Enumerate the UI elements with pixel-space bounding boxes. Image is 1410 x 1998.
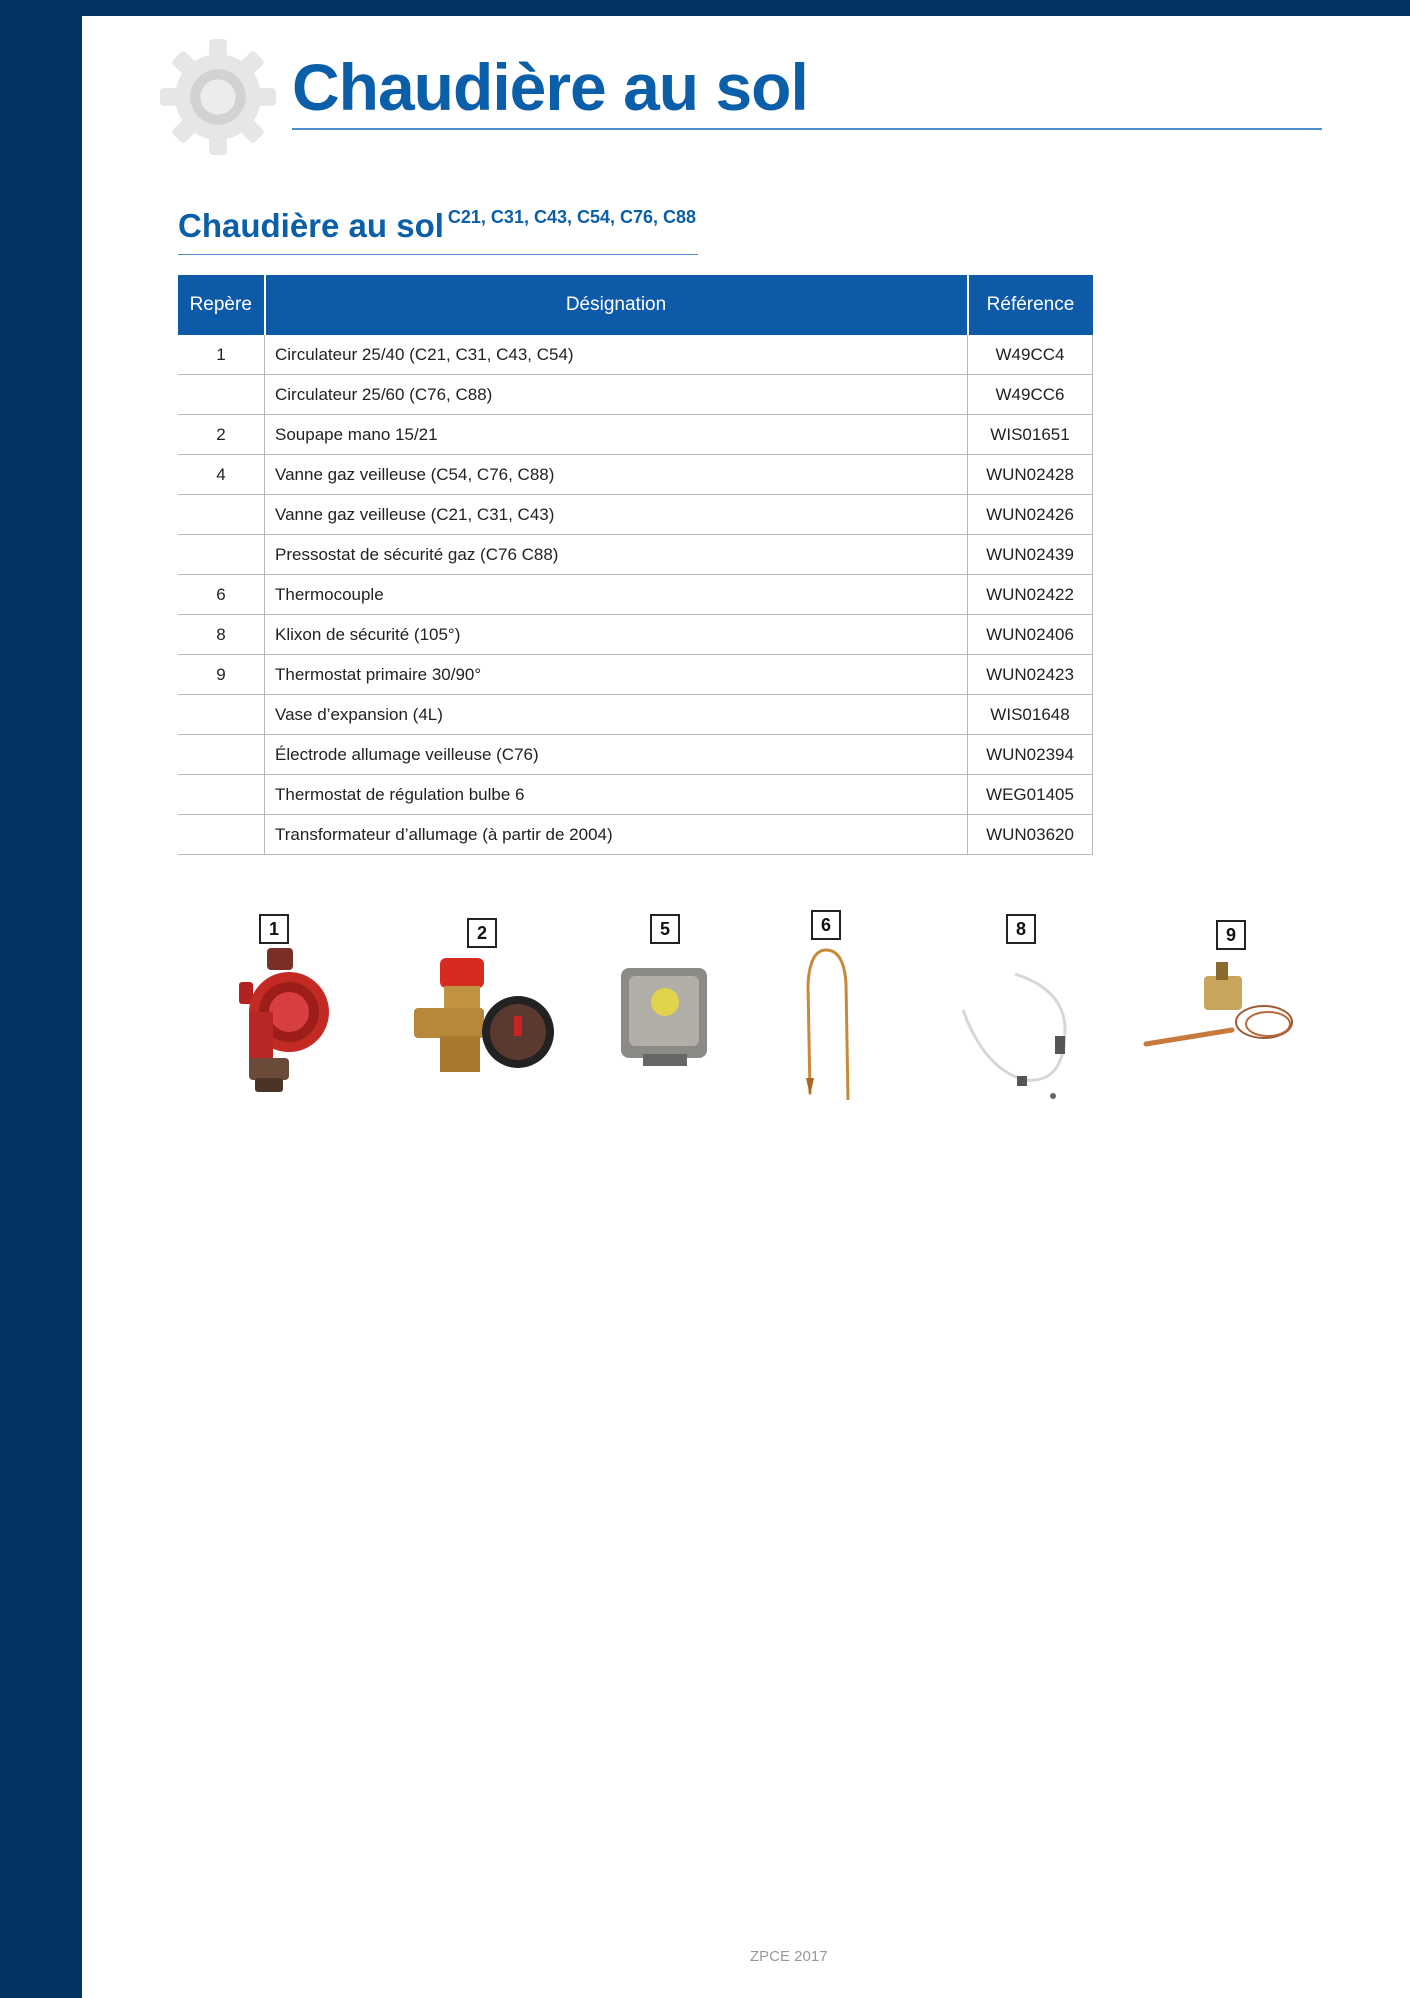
part-tag: 8 [1006,914,1036,944]
cell-repere [178,535,265,575]
klixon-cable-icon [955,950,1090,1100]
part-5 [615,912,715,1072]
cell-repere [178,815,265,855]
pressure-switch-icon [615,962,715,1072]
cell-reference: WUN02439 [968,535,1093,575]
cell-repere [178,495,265,535]
circulator-pump-icon [225,946,345,1096]
cell-designation: Soupape mano 15/21 [265,415,968,455]
cell-reference: WUN02422 [968,575,1093,615]
part-tag: 2 [467,918,497,948]
safety-valve-gauge-icon [410,954,560,1094]
part-tag: 1 [259,914,289,944]
table-row [178,495,1093,535]
table-header-row [178,275,1093,335]
cell-repere: 1 [178,335,265,375]
thermocouple-icon [792,944,862,1104]
cell-reference: W49CC4 [968,335,1093,375]
table-row [178,375,1093,415]
cell-designation: Vase d’expansion (4L) [265,695,968,735]
thermostat-icon [1140,958,1305,1058]
gear-logo-icon [155,34,281,160]
table-row [178,815,1093,855]
table-row [178,335,1093,375]
cell-designation: Pressostat de sécurité gaz (C76 C88) [265,535,968,575]
cell-repere: 6 [178,575,265,615]
part-tag: 6 [811,910,841,940]
cell-designation: Électrode allumage veilleuse (C76) [265,735,968,775]
section-rule [178,254,698,255]
table-row [178,415,1093,455]
part-9 [1140,918,1305,1058]
table-row [178,695,1093,735]
parts-table [178,275,1093,855]
part-2 [410,918,560,1098]
cell-reference: WUN02406 [968,615,1093,655]
table-row [178,615,1093,655]
cell-reference: WUN02394 [968,735,1093,775]
part-6 [792,908,862,1103]
section-title [178,208,696,242]
cell-reference: WIS01648 [968,695,1093,735]
cell-designation: Circulateur 25/40 (C21, C31, C43, C54) [265,335,968,375]
part-tag: 9 [1216,920,1246,950]
part-1 [225,912,345,1097]
table-row [178,775,1093,815]
table-row [178,655,1093,695]
cell-repere [178,375,265,415]
part-tag: 5 [650,914,680,944]
cell-reference: W49CC6 [968,375,1093,415]
table-row [178,735,1093,775]
cell-repere: 9 [178,655,265,695]
left-band [0,0,82,1998]
cell-reference: WUN03620 [968,815,1093,855]
section-title-text: Chaudière au sol [178,207,444,244]
cell-repere: 2 [178,415,265,455]
cell-repere: 8 [178,615,265,655]
header-reference: Référence [968,275,1093,335]
cell-designation: Vanne gaz veilleuse (C21, C31, C43) [265,495,968,535]
cell-reference: WUN02423 [968,655,1093,695]
table-row [178,575,1093,615]
header-designation: Désignation [265,275,968,335]
cell-designation: Thermostat de régulation bulbe 6 [265,775,968,815]
cell-designation: Vanne gaz veilleuse (C54, C76, C88) [265,455,968,495]
cell-repere [178,735,265,775]
page-title: Chaudière au sol [292,50,808,124]
cell-repere [178,695,265,735]
table-row [178,455,1093,495]
cell-reference: WEG01405 [968,775,1093,815]
header-repere: Repère [178,275,265,335]
section-models: C21, C31, C43, C54, C76, C88 [447,207,697,227]
cell-designation: Klixon de sécurité (105°) [265,615,968,655]
cell-reference: WIS01651 [968,415,1093,455]
cell-designation: Thermostat primaire 30/90° [265,655,968,695]
table-row [178,535,1093,575]
part-8 [955,912,1090,1107]
cell-repere: 4 [178,455,265,495]
cell-reference: WUN02428 [968,455,1093,495]
cell-designation: Transformateur d’allumage (à partir de 2004) [265,815,968,855]
cell-designation: Circulateur 25/60 (C76, C88) [265,375,968,415]
footer-text: ZPCE 2017 [750,1948,828,1965]
cell-designation: Thermocouple [265,575,968,615]
top-band [0,0,1410,16]
cell-repere [178,775,265,815]
cell-reference: WUN02426 [968,495,1093,535]
title-rule [292,128,1322,130]
